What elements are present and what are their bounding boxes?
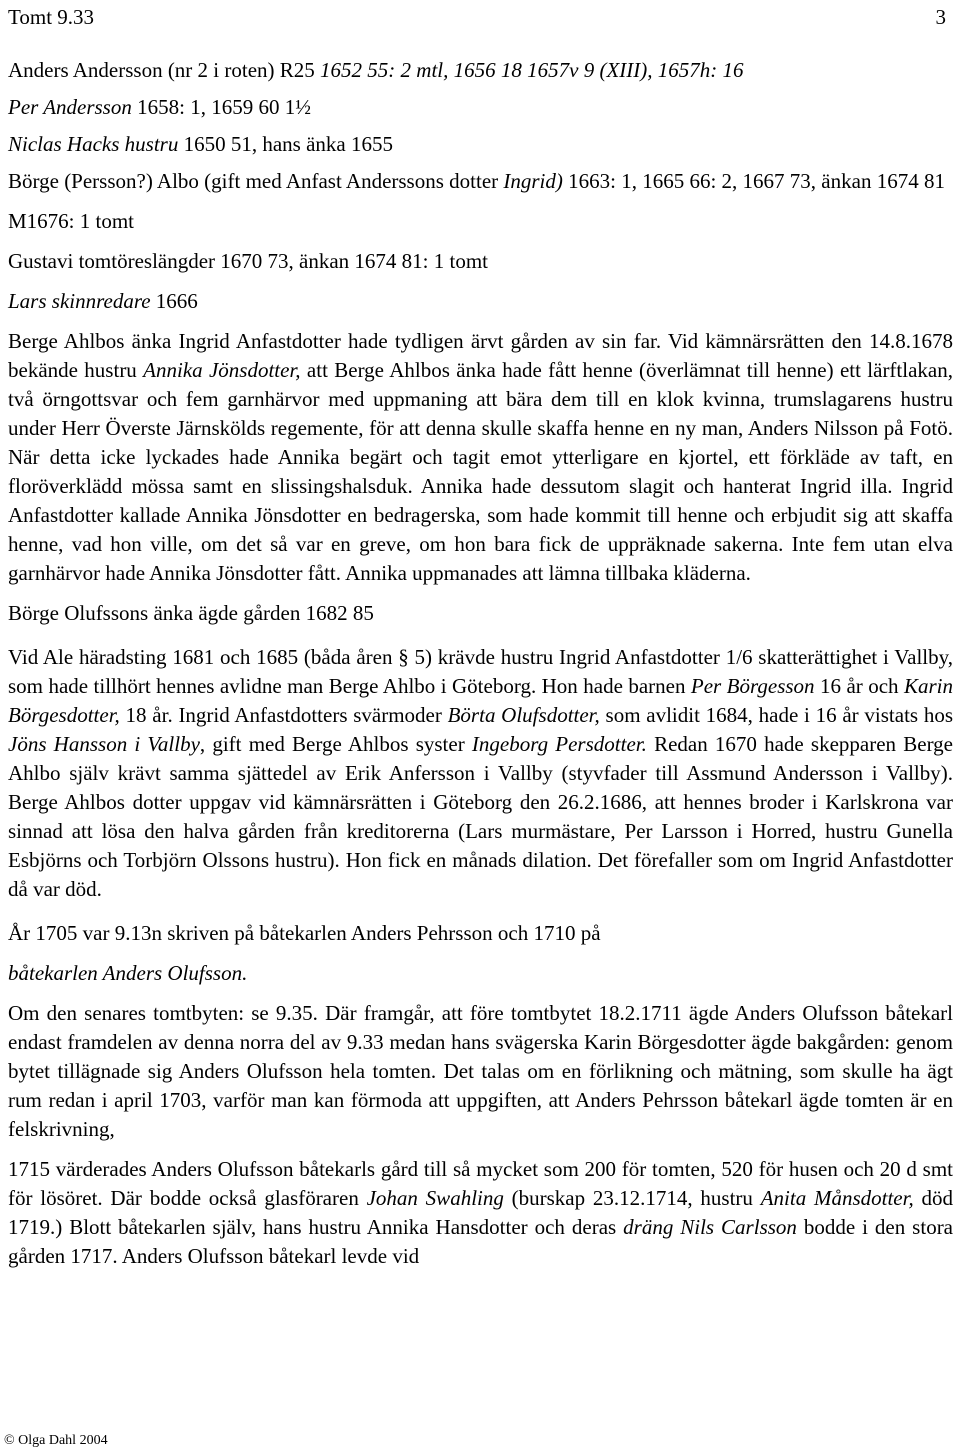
entry-line-1: Anders Andersson (nr 2 i roten) R25 1652 55: 2 mtl, 1656 18 1657v 9 (XIII), 1657h: 16 xyxy=(8,58,744,82)
paragraph-2: Börge Olufssons änka ägde gården 1682 85 xyxy=(8,601,374,625)
page-number: 3 xyxy=(935,5,946,29)
entry-line-6: Gustavi tomtöreslängder 1670 73, änkan 1674 81: 1 tomt xyxy=(8,249,489,273)
document-body xyxy=(8,56,953,1271)
page-footer xyxy=(4,1432,108,1450)
paragraph-1: Berge Ahlbos änka Ingrid Anfastdotter hade tydligen ärvt gården av sin far. Vid kämnärsrätten den 14.8.1678 bekände hustru Annika Jönsdotter, att Berge Ahlbos änka hade fått henne (överlämnat till henne) ett lärftlakan, två örngottsvar och fem garnhärvor med uppmaning att bära dem till en klok kvinna, trumslagarens hustru under Herr Överste Järnskölds regemente, för att denna skulle skaffa henne en ny man, Anders Nilsson på Fotö. När detta icke lyckades hade Annika begärt och tagit emot ytterligare en kjortel, ett förkläde av taft, en floröverklädd mössa samt en slissingshalsduk. Annika hade dessutom slagit och hanterat Ingrid illa. Ingrid Anfastdotter kallade Annika Jönsdotter en bedragerska, som hade kommit till henne och erbjudit sig att skaffa henne, vad hon ville, om det så var en greve, om hon bara fick de uppräknade sakerna. Inte fem utan elva garnhärvor hade Annika Jönsdotter fått. Annika uppmanades att lämna tillbaka kläderna. xyxy=(8,329,953,585)
entry-line-3: Niclas Hacks hustru 1650 51, hans änka 1655 xyxy=(8,132,393,156)
paragraph-5: båtekarlen Anders Olufsson. xyxy=(8,961,248,985)
paragraph-7: 1715 värderades Anders Olufsson båtekarls gård till så mycket som 200 för tomten, 520 för husen och 20 d smt för lösöret. Där bodde också glasföraren Johan Swahling (burskap 23.12.1714, hustru Anita Månsdotter, död 1719.) Blott båtekarlen själv, hans hustru Annika Hansdotter och deras dräng Nils Carlsson bodde i den stora gården 1717. Anders Olufsson båtekarl levde vid xyxy=(8,1157,954,1268)
entry-line-4: Börge (Persson?) Albo (gift med Anfast Anderssons dotter Ingrid) 1663: 1, 1665 66: 2, 1667 73, änkan 1674 81 xyxy=(8,169,945,193)
page-header xyxy=(8,4,946,30)
paragraph-6: Om den senares tomtbyten: se 9.35. Där framgår, att före tomtbytet 18.2.1711 ägde Anders Olufsson båtekarl endast framdelen av denna norra del av 9.33 medan hans svägerska Karin Börgesdotter ägde bakgården: genom bytet tillägnade sig Anders Olufsson hela tomten. Det talas om en förlikning och mätning, som skulle ha ägt rum redan i april 1703, varför man kan förmoda att uppgiften, att Anders Pehrsson båtekarl ägde tomten är en felskrivning, xyxy=(8,1001,953,1141)
entry-line-2: Per Andersson 1658: 1, 1659 60 1½ xyxy=(8,95,311,119)
page-title: Tomt 9.33 xyxy=(8,5,95,29)
copyright-text: © Olga Dahl 2004 xyxy=(4,1433,108,1448)
paragraph-4: År 1705 var 9.13n skriven på båtekarlen Anders Pehrsson och 1710 på xyxy=(8,921,601,945)
paragraph-3: Vid Ale häradsting 1681 och 1685 (båda åren § 5) krävde hustru Ingrid Anfastdotter 1/6 skatterättighet i Vallby, som hade tillhört hennes avlidne man Berge Ahlbo i Göteborg. Hon hade barnen Per Börgesson 16 år och Karin Börgesdotter, 18 år. Ingrid Anfastdotters svärmoder Börta Olufsdotter, som avlidit 1684, hade i 16 år vistats hos Jöns Hansson i Vallby, gift med Berge Ahlbos syster Ingeborg Persdotter. Redan 1670 hade skepparen Berge Ahlbo själv krävt samma sjättedel av Erik Anfersson i Vallby (styvfader till Assmund Andersson i Vallby). Berge Ahlbos dotter uppgav vid kämnärsrätten i Göteborg den 26.2.1686, att hennes broder i Karlskrona var sinnad att lösa den halva gården från kreditorerna (Lars murmästare, Per Larsson i Horred, hustru Gunella Esbjörns och Torbjörn Olssons hustru). Hon fick en månads dilation. Det förefaller som om Ingrid Anfastdotter då var död. xyxy=(8,645,954,901)
entry-line-5: M1676: 1 tomt xyxy=(8,209,135,233)
entry-line-7: Lars skinnredare 1666 xyxy=(8,289,198,313)
